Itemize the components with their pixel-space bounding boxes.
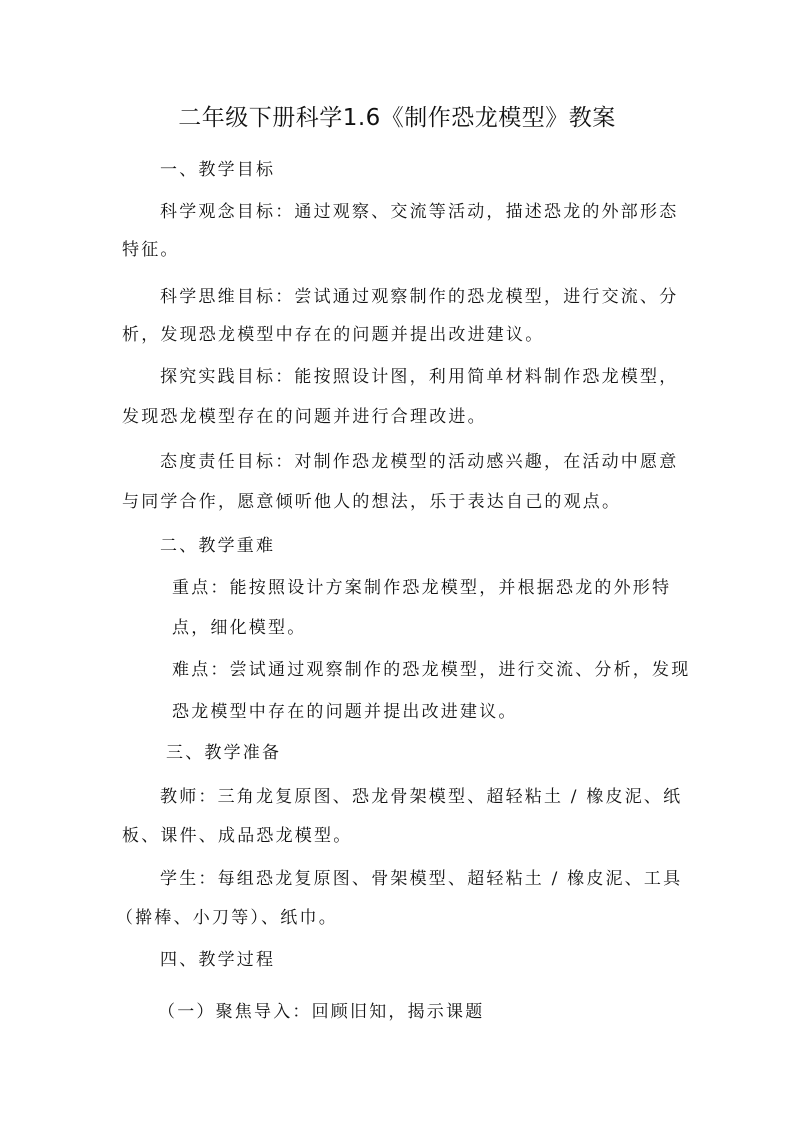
paragraph-line: 特征。 (122, 240, 180, 260)
paragraph-line: 科学观念目标：通过观察、交流等活动，描述恐龙的外部形态 (160, 202, 679, 222)
paragraph-line: 板、课件、成品恐龙模型。 (122, 826, 353, 846)
paragraph-line: 科学思维目标：尝试通过观察制作的恐龙模型，进行交流、分 (160, 287, 679, 307)
paragraph-line: 点，细化模型。 (172, 618, 307, 638)
section-heading-process: 四、教学过程 (160, 950, 276, 970)
paragraph-line: 难点：尝试通过观察制作的恐龙模型，进行交流、分析，发现 (172, 660, 691, 680)
paragraph-line: 恐龙模型中存在的问题并提出改进建议。 (172, 702, 518, 722)
paragraph-line: 发现恐龙模型存在的问题并进行合理改进。 (122, 407, 487, 427)
paragraph-line: 重点：能按照设计方案制作恐龙模型，并根据恐龙的外形特 (172, 578, 672, 598)
section-heading-objectives: 一、教学目标 (160, 160, 276, 180)
section-heading-preparation: 三、教学准备 (166, 743, 282, 763)
document-title: 二年级下册科学1.6《制作恐龙模型》教案 (178, 105, 616, 131)
paragraph-line: 探究实践目标：能按照设计图，利用简单材料制作恐龙模型， (160, 367, 679, 387)
paragraph-line: 态度责任目标：对制作恐龙模型的活动感兴趣，在活动中愿意 (160, 452, 679, 472)
subsection-heading: （一）聚焦导入：回顾旧知，揭示课题 (158, 1002, 485, 1022)
paragraph-line: （擀棒、小刀等）、纸巾。 (116, 908, 338, 928)
section-heading-key-points: 二、教学重难 (160, 536, 276, 556)
paragraph-line: 与同学合作，愿意倾听他人的想法，乐于表达自己的观点。 (122, 492, 622, 512)
paragraph-line: 教师：三角龙复原图、恐龙骨架模型、超轻粘土 / 橡皮泥、纸 (160, 787, 683, 807)
paragraph-line: 析，发现恐龙模型中存在的问题并提出改进建议。 (122, 325, 545, 345)
paragraph-line: 学生：每组恐龙复原图、骨架模型、超轻粘土 / 橡皮泥、工具 (160, 869, 683, 889)
